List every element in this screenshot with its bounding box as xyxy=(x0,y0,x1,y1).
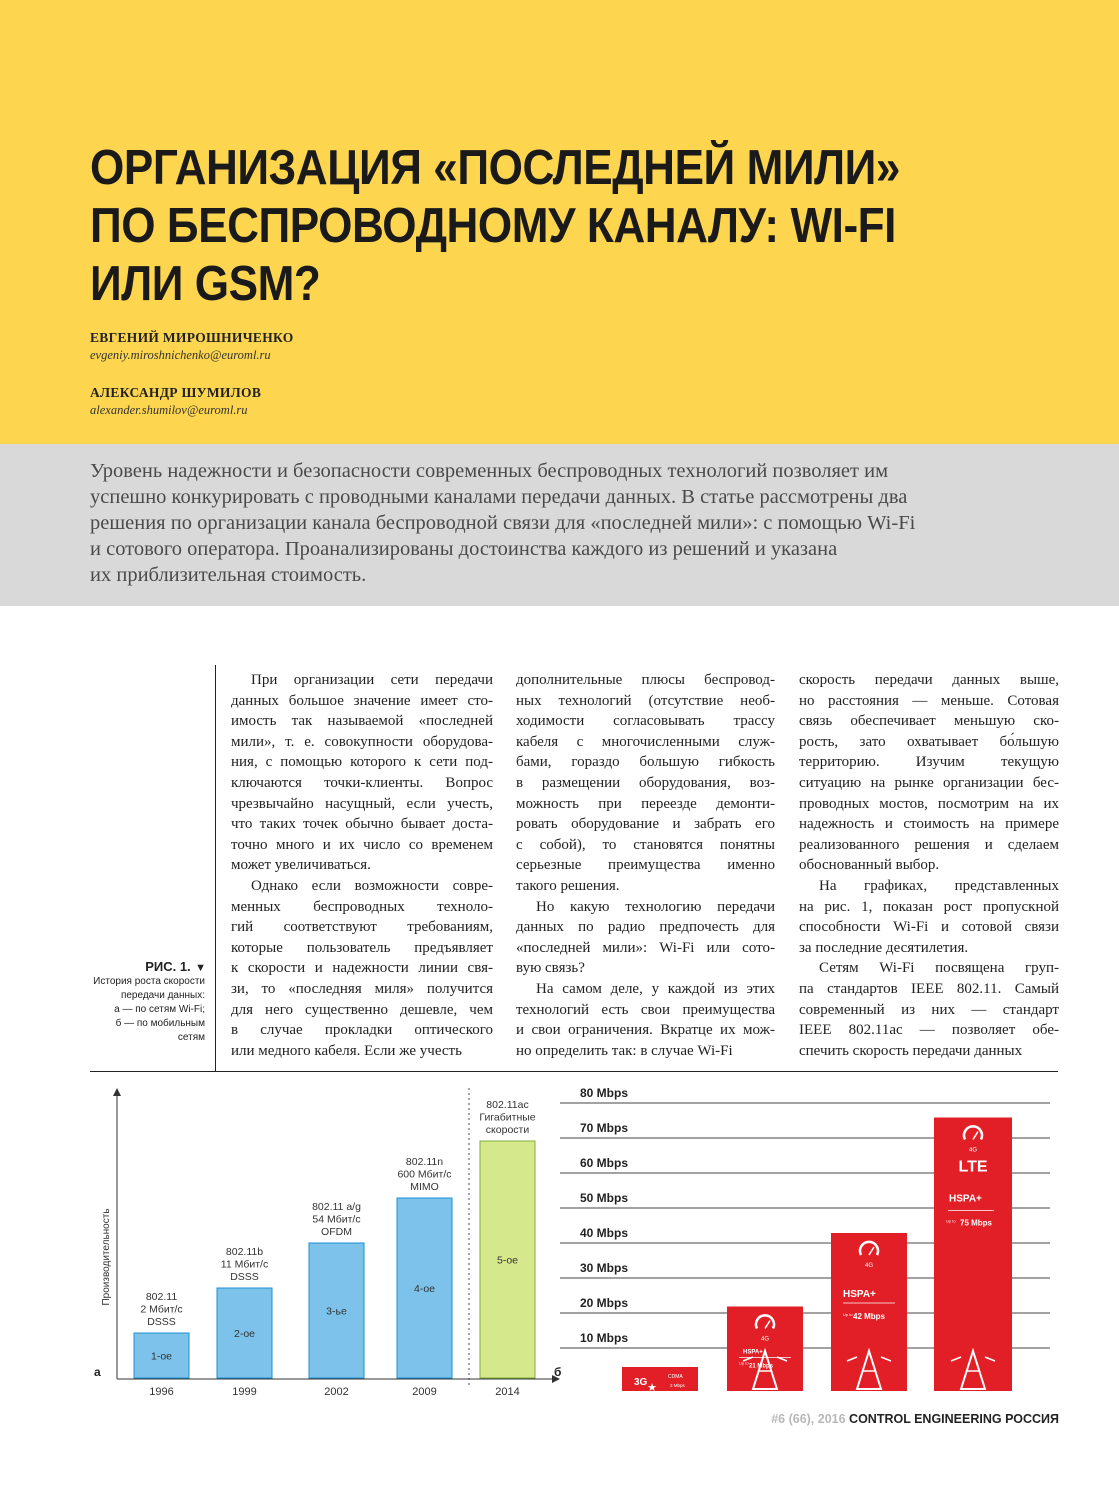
horizontal-divider xyxy=(90,1071,1058,1072)
y-tick-label: 70 Mbps xyxy=(580,1121,629,1135)
bar-label: 4-ое xyxy=(413,1283,436,1295)
figure-caption xyxy=(80,975,205,1045)
article-title xyxy=(90,140,999,313)
bar-up-to-label: Up to xyxy=(739,1360,749,1366)
triangle-down-icon: ▼ xyxy=(195,962,206,974)
body-text-line: связь обеспечивает меньшую ско- xyxy=(799,713,1059,730)
bar-tech-label: 4G xyxy=(968,1147,978,1154)
body-text-line: гий соответствуют требованиям, xyxy=(231,919,493,936)
bar-annotation: 600 Мбит/с xyxy=(397,1168,452,1181)
title-line-2: ПО БЕСПРОВОДНОМУ КАНАЛУ: WI-FI ИЛИ GSM? xyxy=(90,198,896,311)
body-text-line: На самом деле, у каждой из этих xyxy=(536,980,775,997)
body-text-line: бами, гораздо большую гибкость xyxy=(516,754,775,771)
body-text-line: данных большое значение имеет сто- xyxy=(231,692,493,709)
author-1-email[interactable]: evgeniy.miroshnichenko@euroml.ru xyxy=(90,348,271,362)
body-text-line: на рис. 1, показан рост пропускной xyxy=(799,898,1059,915)
body-text-line: которые пользователь предъявляет xyxy=(231,939,493,956)
bar-sub-label: HSPA+ xyxy=(743,1349,763,1356)
body-text-line: Но какую технологию передачи xyxy=(536,898,775,915)
title-line-1: ОРГАНИЗАЦИЯ «ПОСЛЕДНЕЙ МИЛИ» xyxy=(90,141,900,195)
body-text-line: ровать оборудование и забрать его xyxy=(516,816,775,833)
bar-annotation: скорости xyxy=(485,1124,530,1136)
mobile-speed-chart xyxy=(554,1082,1055,1394)
body-text-line: современный из них — стандарт xyxy=(799,1001,1059,1018)
bar-label: 1-ое xyxy=(150,1350,173,1363)
bar-up-to-label: Up to xyxy=(946,1218,956,1224)
body-text-line: обоснованный выбор. xyxy=(799,857,940,874)
bar-speed-label: 75 Mbps xyxy=(960,1218,993,1228)
bar-annotation: 54 Мбит/с xyxy=(312,1213,361,1226)
x-tick-label: 2002 xyxy=(324,1386,349,1398)
body-text-line: точно много и их число со временем xyxy=(231,836,493,853)
lead-line: успешно конкурировать с проводными каналами передачи данных. В статье рассмотрены два xyxy=(90,486,908,508)
bar-sub-label: CDMA xyxy=(668,1374,683,1380)
x-tick-label: 2014 xyxy=(495,1386,520,1398)
bar-annotation: 11 Мбит/с xyxy=(220,1258,269,1271)
body-text-line: мили», т. е. совокупности оборудова- xyxy=(231,733,493,750)
body-text-line: за последние десятилетия. xyxy=(799,939,969,956)
bar-sub-label: LTE xyxy=(958,1158,988,1176)
figure-label xyxy=(145,958,206,976)
body-column-1 xyxy=(231,670,493,1061)
body-text-line: ходимости согласовывать трассу xyxy=(516,713,775,730)
body-text-line: надежность и стоимость на примере xyxy=(799,816,1059,833)
bar-sub-label: HSPA+ xyxy=(843,1289,876,1300)
body-text-line: ситуацию на рынке организации бес- xyxy=(799,774,1059,791)
author-2-email[interactable]: alexander.shumilov@euroml.ru xyxy=(90,403,248,417)
body-column-2 xyxy=(516,670,775,1061)
lead-line: решения по организации канала беспроводной связи для «последней мили»: с помощью Wi-Fi xyxy=(90,512,916,534)
body-text-line: IEEE 802.11ac — позволяет обе- xyxy=(799,1022,1059,1039)
bar-tech-label: 4G xyxy=(760,1336,770,1343)
caption-line: а — по сетям Wi-Fi; xyxy=(114,1004,205,1015)
caption-line: б — по мобильным xyxy=(115,1018,205,1029)
lead-band xyxy=(0,444,1119,606)
caption-line: История роста скорости xyxy=(93,976,205,987)
body-text-line: чрезвычайно насущный, если учесть, xyxy=(231,795,493,812)
bar-annotation: 2 Мбит/с xyxy=(140,1303,183,1316)
bar-annotation: 802.11ac xyxy=(486,1099,529,1111)
bar-label: 5-ое xyxy=(496,1254,519,1267)
body-text-line: может увеличиваться. xyxy=(231,857,371,874)
body-text-line: и свои ограничения. Вкратце их мож- xyxy=(516,1022,775,1039)
issue-number: #6 (66), 2016 xyxy=(771,1412,846,1426)
bar-annotation: DSSS xyxy=(147,1316,176,1328)
author-1-name: ЕВГЕНИЙ МИРОШНИЧЕНКО xyxy=(90,330,294,345)
bar-annotation: DSSS xyxy=(230,1271,259,1283)
wifi-speed-chart xyxy=(90,1082,560,1398)
y-axis-arrow xyxy=(113,1088,121,1096)
y-tick-label: 20 Mbps xyxy=(580,1296,629,1310)
bar-speed-label: 42 Mbps xyxy=(853,1312,886,1321)
magazine-name: CONTROL ENGINEERING РОССИЯ xyxy=(849,1412,1059,1426)
body-text-line: дополнительные плюсы беспровод- xyxy=(516,672,775,688)
lead-line: Уровень надежности и безопасности современных беспроводных технологий позволяет им xyxy=(90,460,889,482)
body-text-line: что таких точек обычно бывает доста- xyxy=(231,816,493,833)
body-text-line: к скорости и надежности линии свя- xyxy=(231,960,493,977)
body-text-line: Однако если возможности совре- xyxy=(251,877,493,894)
bar-annotation: 802.11b xyxy=(225,1246,264,1258)
bar-annotation: Гигабитные xyxy=(479,1111,536,1124)
bar-annotation: OFDM xyxy=(321,1226,352,1238)
body-text-line: При организации сети передачи xyxy=(251,672,493,688)
bar-annotation: MIMO xyxy=(410,1181,439,1193)
body-text-line: ных технологий (отсутствие необ- xyxy=(516,692,775,709)
body-text-line: скорость передачи данных выше, xyxy=(799,672,1059,688)
panel-label: б xyxy=(554,1365,562,1379)
y-axis-label: Производительность xyxy=(101,1208,112,1306)
author-2-name: АЛЕКСАНДР ШУМИЛОВ xyxy=(90,385,262,400)
body-text-line: проводных мостов, посмотрим на их xyxy=(799,795,1059,812)
body-text-line: На графиках, представленных xyxy=(819,877,1059,894)
body-text-line: с собой), то становятся понятны xyxy=(516,836,775,853)
x-tick-label: 2009 xyxy=(412,1386,437,1398)
body-text-line: ния, с помощью которого к сети под- xyxy=(231,754,493,771)
bar-tech-label: 3G xyxy=(634,1377,648,1388)
body-text-line: в размещении оборудования, воз- xyxy=(516,774,775,791)
body-text-line: зи, то «последняя миля» получится xyxy=(231,980,493,997)
body-text-line: спечить скорость передачи данных xyxy=(799,1042,1023,1059)
lead-line: их приблизительная стоимость. xyxy=(90,564,367,586)
bar-label: 2-ое xyxy=(233,1328,256,1340)
body-text-line: можность при переезде демонти- xyxy=(516,795,775,812)
bar-tech-label: 4G xyxy=(864,1263,874,1269)
x-tick-label: 1999 xyxy=(232,1386,257,1398)
body-text-line: Сетям Wi-Fi посвящена груп- xyxy=(819,960,1059,977)
body-text-line: или медного кабеля. Если же учесть xyxy=(231,1042,462,1059)
body-text-line: территорию. Изучим текущую xyxy=(799,754,1059,771)
bar-label: 3-ье xyxy=(326,1305,347,1318)
body-text-line: кабеля с многочисленными служ- xyxy=(516,733,775,750)
bar-annotation: 802.11n xyxy=(405,1156,444,1168)
body-text-line: реализованного решения и сделаем xyxy=(799,836,1059,853)
y-tick-label: 40 Mbps xyxy=(580,1226,629,1240)
bar-annotation: 802.11 a/g xyxy=(312,1201,361,1213)
body-column-3 xyxy=(799,670,1059,1061)
y-tick-label: 30 Mbps xyxy=(580,1261,629,1275)
page-footer xyxy=(0,1412,1059,1426)
y-tick-label: 60 Mbps xyxy=(580,1156,629,1170)
vertical-divider xyxy=(215,665,216,1071)
y-tick-label: 50 Mbps xyxy=(580,1191,629,1205)
bar-up-to-label: Up to xyxy=(843,1312,853,1317)
caption-line: сетям xyxy=(177,1032,205,1043)
x-tick-label: 1996 xyxy=(149,1386,174,1398)
title-banner xyxy=(0,0,1119,444)
y-tick-label: 10 Mbps xyxy=(580,1331,629,1345)
body-text-line: в случае прокладки оптического xyxy=(231,1022,493,1039)
figure-number: РИС. 1. xyxy=(145,959,191,974)
body-text-line: вую связь? xyxy=(516,960,585,977)
body-text-line: рость, зато охватывает бо́льшую xyxy=(799,733,1059,750)
caption-line: передачи данных: xyxy=(120,990,205,1001)
lead-paragraph xyxy=(90,458,1040,588)
body-text-line: но определить так: в случае Wi-Fi xyxy=(516,1042,733,1059)
body-text-line: технологий есть свои преимущества xyxy=(516,1001,775,1018)
body-text-line: данных по радио предпочесть для xyxy=(516,919,775,936)
body-text-line: такого решения. xyxy=(516,877,620,894)
person-icon: ★ xyxy=(647,1382,657,1394)
y-tick-label: 80 Mbps xyxy=(580,1086,629,1100)
bar-annotation: 802.11 xyxy=(145,1291,178,1303)
body-text-line: па стандартов IEEE 802.11. Самый xyxy=(799,980,1059,997)
panel-label: а xyxy=(94,1365,101,1379)
bar-speed-label: 21 Mbps xyxy=(749,1363,774,1370)
bar-speed-label: 3 Mbps xyxy=(670,1383,685,1388)
lead-line: и сотового оператора. Проанализированы достоинства каждого из решений и указана xyxy=(90,538,838,560)
body-text-line: но расстояния — меньше. Сотовая xyxy=(799,692,1059,709)
body-text-line: для него существенно дешевле, чем xyxy=(231,1001,493,1018)
body-text-line: «последней мили»: Wi-Fi или сото- xyxy=(516,939,775,956)
body-text-line: серьезные преимущества именно xyxy=(516,857,775,874)
bar-sub2-label: HSPA+ xyxy=(949,1193,982,1205)
body-text-line: имость так называемой «последней xyxy=(231,713,493,730)
body-text-line: менных беспроводных техноло- xyxy=(231,898,493,915)
body-text-line: способности Wi-Fi и сотовой связи xyxy=(799,919,1059,936)
body-text-line: ключаются точки-клиенты. Вопрос xyxy=(231,774,493,791)
